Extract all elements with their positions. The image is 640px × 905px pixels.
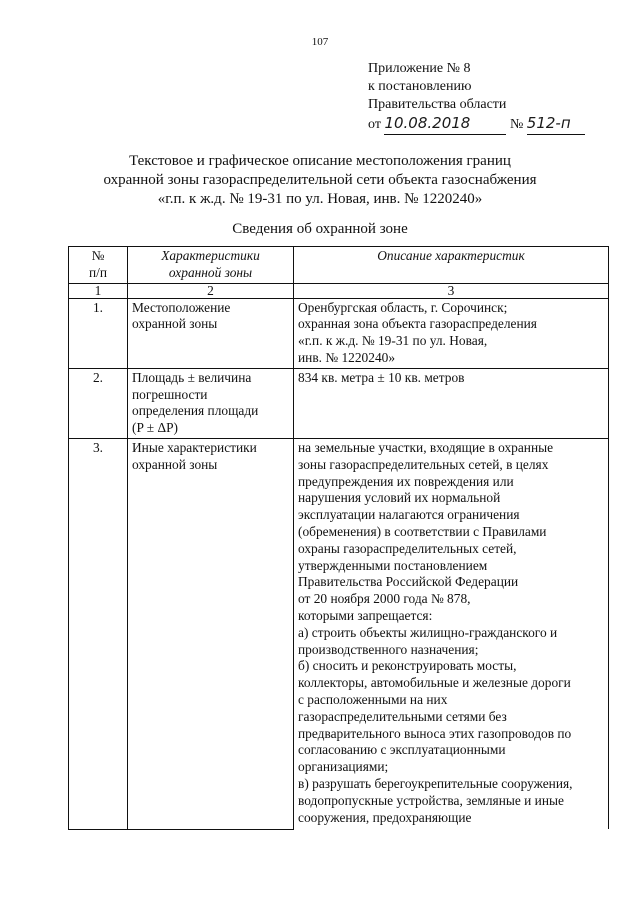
row-characteristic: Иные характеристики охранной зоны	[128, 438, 294, 829]
handwritten-number: 512-п	[526, 114, 571, 132]
row-description: на земельные участки, входящие в охранные зоны газораспределительных сетей, в целях предупреждения их повреждения или нарушения условий их нормальной эксплуатации налагаются ограничения (обременения) в соответствии с Правилами охраны газораспределительных сетей, утвержденными постановлением Правительства Российской Федерации от 20 ноября 2000 года № 878, которыми запрещается: а) строить объекты жилищно-гражданского и производственного назначения; б) сносить и реконструировать мосты, коллекторы, автомобильные и железные дороги с расположенными на них газораспределительными сетями без предварительного выноса этих газопроводов по согласованию с эксплуатационными организациями; в) разрушать берегоукрепительные сооружения, водопропускные устройства, земляные и иные сооружения, предохраняющие	[294, 438, 609, 829]
row-description: 834 кв. метра ± 10 кв. метров	[294, 368, 609, 438]
subtitle: Сведения об охранной зоне	[232, 221, 408, 237]
appendix-line-2: к постановлению	[368, 79, 472, 94]
column-number-row	[69, 283, 609, 298]
column-number-1: 1	[69, 283, 128, 298]
title-line-2: охранной зоны газораспределительной сети объекта газоснабжения	[103, 172, 537, 188]
appendix-line-1: Приложение № 8	[368, 61, 471, 76]
row-number: 2.	[69, 368, 128, 438]
zone-info-table	[68, 246, 609, 830]
row-characteristic: Площадь ± величина погрешности определения площади (P ± ΔP)	[128, 368, 294, 438]
date-prefix: от	[368, 117, 381, 132]
appendix-line-3: Правительства области	[368, 97, 507, 112]
row-description: Оренбургская область, г. Сорочинск; охранная зона объекта газораспределения «г.п. к ж.д. № 19-31 по ул. Новая, инв. № 1220240»	[294, 298, 609, 368]
column-number-2: 2	[128, 283, 294, 298]
row-characteristic: Местоположение охранной зоны	[128, 298, 294, 368]
table-row	[69, 368, 609, 438]
title-line-1: Текстовое и графическое описание местоположения границ	[129, 153, 511, 169]
header-characteristic: Характеристики охранной зоны	[128, 247, 294, 284]
header-description: Описание характеристик	[294, 247, 609, 284]
handwritten-date: 10.08.2018	[384, 114, 471, 132]
page-number: 107	[311, 36, 329, 48]
header-num: № п/п	[69, 247, 128, 284]
column-number-3: 3	[294, 283, 609, 298]
table-header-row	[69, 247, 609, 284]
table-row	[69, 438, 609, 829]
title-line-3: «г.п. к ж.д. № 19-31 по ул. Новая, инв. № 1220240»	[157, 191, 483, 207]
appendix-date-line	[368, 114, 585, 135]
row-number: 3.	[69, 438, 128, 829]
row-number: 1.	[69, 298, 128, 368]
number-prefix: №	[509, 117, 524, 132]
table-row	[69, 298, 609, 368]
